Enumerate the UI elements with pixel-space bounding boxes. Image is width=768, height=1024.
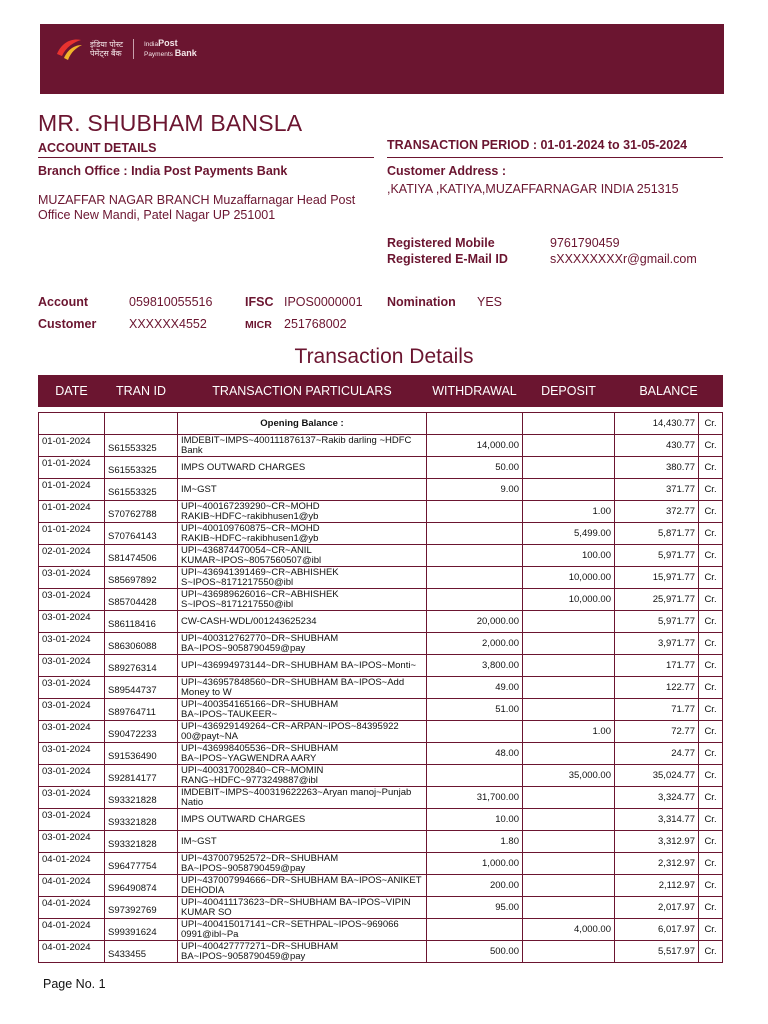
- logo-eng-payments: Payments: [143, 51, 173, 58]
- table-row: [39, 633, 723, 655]
- row-balance-type: Cr.: [699, 567, 723, 589]
- logo-english-text: [144, 39, 197, 59]
- row-balance: 25,971.77: [615, 589, 699, 611]
- row-balance-type: Cr.: [699, 897, 723, 919]
- page-number: Page No. 1: [43, 977, 106, 991]
- row-deposit: [523, 743, 615, 765]
- row-particulars: CW-CASH-WDL/001243625234: [178, 611, 427, 633]
- row-withdrawal: [427, 501, 523, 523]
- logo-divider: [133, 39, 134, 59]
- registered-mobile-label: Registered Mobile: [387, 236, 495, 250]
- row-balance: 5,871.77: [615, 523, 699, 545]
- row-tran-id: S96490874: [105, 875, 178, 897]
- transaction-period: TRANSACTION PERIOD : 01-01-2024 to 31-05-2024: [387, 138, 688, 152]
- account-label: Account: [38, 295, 88, 309]
- micr-code: 251768002: [284, 317, 347, 331]
- row-balance-type: Cr.: [699, 501, 723, 523]
- account-number: 059810055516: [129, 295, 213, 309]
- registered-mobile: 9761790459: [550, 236, 620, 250]
- header-balance: BALANCE: [615, 376, 723, 407]
- row-deposit: 1.00: [523, 501, 615, 523]
- row-date: 03-01-2024: [39, 765, 105, 787]
- row-tran-id: S433455: [105, 941, 178, 963]
- row-balance-type: Cr.: [699, 809, 723, 831]
- row-withdrawal: 51.00: [427, 699, 523, 721]
- table-row: [39, 677, 723, 699]
- row-balance-type: Cr.: [699, 545, 723, 567]
- row-deposit: [523, 853, 615, 875]
- row-date: 01-01-2024: [39, 523, 105, 545]
- divider-left: [38, 157, 374, 158]
- row-balance: 15,971.77: [615, 567, 699, 589]
- row-particulars: UPI~400411173623~DR~SHUBHAM BA~IPOS~VIPIN KUMAR SO: [178, 897, 427, 919]
- header-withdrawal: WITHDRAWAL: [427, 376, 523, 407]
- row-balance: 371.77: [615, 479, 699, 501]
- row-tran-id: S89276314: [105, 655, 178, 677]
- customer-label: Customer: [38, 317, 97, 331]
- row-deposit: [523, 699, 615, 721]
- row-balance-type: Cr.: [699, 457, 723, 479]
- row-tran-id: S85697892: [105, 567, 178, 589]
- row-withdrawal: [427, 567, 523, 589]
- row-date: 03-01-2024: [39, 743, 105, 765]
- opening-balance-value: 14,430.77: [615, 413, 699, 435]
- row-date: 01-01-2024: [39, 435, 105, 457]
- row-particulars: UPI~400415017141~CR~SETHPAL~IPOS~969066 0991@ibl~Pa: [178, 919, 427, 941]
- row-withdrawal: 2,000.00: [427, 633, 523, 655]
- row-tran-id: S91536490: [105, 743, 178, 765]
- table-row: [39, 831, 723, 853]
- row-deposit: [523, 611, 615, 633]
- row-balance: 3,971.77: [615, 633, 699, 655]
- row-withdrawal: [427, 523, 523, 545]
- row-deposit: [523, 457, 615, 479]
- row-date: 01-01-2024: [39, 501, 105, 523]
- logo-eng-india: India: [143, 41, 159, 48]
- row-balance-type: Cr.: [699, 919, 723, 941]
- row-balance-type: Cr.: [699, 611, 723, 633]
- row-withdrawal: [427, 589, 523, 611]
- ifsc-label: IFSC: [245, 295, 274, 309]
- opening-balance-row: [39, 413, 723, 435]
- row-tran-id: S89544737: [105, 677, 178, 699]
- row-particulars: UPI~436994973144~DR~SHUBHAM BA~IPOS~Monti~: [178, 655, 427, 677]
- row-particulars: UPI~436941391469~CR~ABHISHEK S~IPOS~8171217550@ibl: [178, 567, 427, 589]
- row-withdrawal: 20,000.00: [427, 611, 523, 633]
- row-date: 04-01-2024: [39, 919, 105, 941]
- row-balance: 5,971.77: [615, 545, 699, 567]
- row-date: 04-01-2024: [39, 897, 105, 919]
- branch-address: MUZAFFAR NAGAR BRANCH Muzaffarnagar Head Post Office New Mandi, Patel Nagar UP 251001: [38, 193, 356, 222]
- row-balance-type: Cr.: [699, 831, 723, 853]
- row-date: 03-01-2024: [39, 611, 105, 633]
- row-particulars: UPI~400167239290~CR~MOHD RAKIB~HDFC~rakibhusen1@yb: [178, 501, 427, 523]
- row-deposit: [523, 831, 615, 853]
- branch-office: Branch Office : India Post Payments Bank: [38, 164, 288, 178]
- customer-id: XXXXXX4552: [129, 317, 207, 331]
- row-balance-type: Cr.: [699, 853, 723, 875]
- row-balance: 171.77: [615, 655, 699, 677]
- row-particulars: IMPS OUTWARD CHARGES: [178, 457, 427, 479]
- row-deposit: [523, 633, 615, 655]
- logo-hindi-text: [90, 40, 123, 58]
- row-tran-id: S93321828: [105, 787, 178, 809]
- row-withdrawal: 1,000.00: [427, 853, 523, 875]
- row-tran-id: S61553325: [105, 479, 178, 501]
- row-balance-type: Cr.: [699, 677, 723, 699]
- table-row: [39, 611, 723, 633]
- row-withdrawal: 10.00: [427, 809, 523, 831]
- row-date: 03-01-2024: [39, 677, 105, 699]
- row-balance: 2,112.97: [615, 875, 699, 897]
- logo-eng-bank: Bank: [174, 48, 197, 58]
- row-withdrawal: 50.00: [427, 457, 523, 479]
- row-particulars: UPI~436929149264~CR~ARPAN~IPOS~84395922 00@payt~NA: [178, 721, 427, 743]
- row-deposit: [523, 941, 615, 963]
- row-tran-id: S93321828: [105, 809, 178, 831]
- row-deposit: 100.00: [523, 545, 615, 567]
- row-particulars: IMPS OUTWARD CHARGES: [178, 809, 427, 831]
- row-deposit: [523, 677, 615, 699]
- row-deposit: [523, 875, 615, 897]
- row-withdrawal: 200.00: [427, 875, 523, 897]
- row-tran-id: S90472233: [105, 721, 178, 743]
- row-balance-type: Cr.: [699, 589, 723, 611]
- row-withdrawal: 1.80: [427, 831, 523, 853]
- row-balance-type: Cr.: [699, 941, 723, 963]
- table-row: [39, 919, 723, 941]
- table-row: [39, 589, 723, 611]
- customer-address: ,KATIYA ,KATIYA,MUZAFFARNAGAR INDIA 251315: [387, 182, 679, 196]
- row-particulars: UPI~400427777271~DR~SHUBHAM BA~IPOS~9058790459@pay: [178, 941, 427, 963]
- table-row: [39, 479, 723, 501]
- table-row: [39, 655, 723, 677]
- customer-address-label: Customer Address :: [387, 164, 507, 178]
- row-balance: 5,517.97: [615, 941, 699, 963]
- row-particulars: UPI~400317002840~CR~MOMIN RANG~HDFC~9773249887@ibl: [178, 765, 427, 787]
- table-row: [39, 941, 723, 963]
- row-particulars: UPI~437007994666~DR~SHUBHAM BA~IPOS~ANIKET DEHODIA: [178, 875, 427, 897]
- row-balance-type: Cr.: [699, 479, 723, 501]
- account-details-heading: ACCOUNT DETAILS: [38, 141, 157, 155]
- row-withdrawal: 500.00: [427, 941, 523, 963]
- row-balance-type: Cr.: [699, 875, 723, 897]
- row-balance: 3,312.97: [615, 831, 699, 853]
- row-balance: 35,024.77: [615, 765, 699, 787]
- header-particulars: TRANSACTION PARTICULARS: [178, 376, 427, 407]
- transaction-table: [38, 375, 723, 963]
- table-row: [39, 897, 723, 919]
- header-tran-id: TRAN ID: [105, 376, 178, 407]
- row-tran-id: S92814177: [105, 765, 178, 787]
- divider-right: [387, 157, 723, 158]
- row-balance: 2,017.97: [615, 897, 699, 919]
- ifsc-code: IPOS0000001: [284, 295, 363, 309]
- table-row: [39, 567, 723, 589]
- row-date: 04-01-2024: [39, 941, 105, 963]
- row-deposit: [523, 435, 615, 457]
- registered-email-label: Registered E-Mail ID: [387, 252, 508, 266]
- row-deposit: 10,000.00: [523, 589, 615, 611]
- row-date: 03-01-2024: [39, 655, 105, 677]
- row-balance: 372.77: [615, 501, 699, 523]
- bank-logo: [54, 34, 197, 64]
- india-post-logo-icon: [54, 34, 84, 64]
- transaction-details-title: Transaction Details: [294, 345, 474, 368]
- row-balance: 380.77: [615, 457, 699, 479]
- row-date: 03-01-2024: [39, 831, 105, 853]
- row-withdrawal: [427, 919, 523, 941]
- row-deposit: 4,000.00: [523, 919, 615, 941]
- row-date: 02-01-2024: [39, 545, 105, 567]
- table-row: [39, 523, 723, 545]
- row-tran-id: S86118416: [105, 611, 178, 633]
- opening-balance-type: Cr.: [699, 413, 723, 435]
- row-particulars: UPI~437007952572~DR~SHUBHAM BA~IPOS~9058790459@pay: [178, 853, 427, 875]
- table-row: [39, 853, 723, 875]
- row-deposit: 5,499.00: [523, 523, 615, 545]
- row-tran-id: S97392769: [105, 897, 178, 919]
- micr-label: MICR: [245, 319, 272, 331]
- row-balance-type: Cr.: [699, 721, 723, 743]
- row-withdrawal: 49.00: [427, 677, 523, 699]
- row-deposit: 35,000.00: [523, 765, 615, 787]
- row-balance: 71.77: [615, 699, 699, 721]
- row-withdrawal: [427, 545, 523, 567]
- row-deposit: 10,000.00: [523, 567, 615, 589]
- row-deposit: [523, 479, 615, 501]
- table-row: [39, 743, 723, 765]
- table-row: [39, 545, 723, 567]
- row-balance-type: Cr.: [699, 435, 723, 457]
- registered-email: sXXXXXXXXr@gmail.com: [550, 252, 697, 266]
- row-tran-id: S70764143: [105, 523, 178, 545]
- row-particulars: UPI~436874470054~CR~ANIL KUMAR~IPOS~8057560507@ibl: [178, 545, 427, 567]
- row-balance: 430.77: [615, 435, 699, 457]
- row-balance: 72.77: [615, 721, 699, 743]
- row-balance: 122.77: [615, 677, 699, 699]
- row-particulars: IM~GST: [178, 831, 427, 853]
- row-balance-type: Cr.: [699, 633, 723, 655]
- row-deposit: 1.00: [523, 721, 615, 743]
- table-header-row: [39, 376, 723, 407]
- row-withdrawal: 48.00: [427, 743, 523, 765]
- row-balance: 3,314.77: [615, 809, 699, 831]
- row-date: 04-01-2024: [39, 875, 105, 897]
- row-balance-type: Cr.: [699, 787, 723, 809]
- opening-balance-label: Opening Balance :: [178, 413, 427, 435]
- row-particulars: IM~GST: [178, 479, 427, 501]
- row-withdrawal: 9.00: [427, 479, 523, 501]
- row-withdrawal: 31,700.00: [427, 787, 523, 809]
- row-balance-type: Cr.: [699, 699, 723, 721]
- row-particulars: UPI~436989626016~CR~ABHISHEK S~IPOS~8171217550@ibl: [178, 589, 427, 611]
- table-row: [39, 435, 723, 457]
- row-balance-type: Cr.: [699, 655, 723, 677]
- row-date: 03-01-2024: [39, 567, 105, 589]
- row-tran-id: S70762788: [105, 501, 178, 523]
- header-date: DATE: [39, 376, 105, 407]
- row-particulars: UPI~436998405536~DR~SHUBHAM BA~IPOS~YAGWENDRA AARY: [178, 743, 427, 765]
- row-particulars: UPI~400109760875~CR~MOHD RAKIB~HDFC~rakibhusen1@yb: [178, 523, 427, 545]
- table-row: [39, 787, 723, 809]
- table-row: [39, 457, 723, 479]
- row-deposit: [523, 655, 615, 677]
- row-tran-id: S99391624: [105, 919, 178, 941]
- row-balance: 5,971.77: [615, 611, 699, 633]
- nomination-value: YES: [477, 295, 503, 309]
- row-balance: 6,017.97: [615, 919, 699, 941]
- header-deposit: DEPOSIT: [523, 376, 615, 407]
- row-date: 03-01-2024: [39, 787, 105, 809]
- row-particulars: UPI~400312762770~DR~SHUBHAM BA~IPOS~9058790459@pay: [178, 633, 427, 655]
- row-deposit: [523, 809, 615, 831]
- row-withdrawal: 3,800.00: [427, 655, 523, 677]
- row-date: 03-01-2024: [39, 589, 105, 611]
- row-tran-id: S89764711: [105, 699, 178, 721]
- table-row: [39, 721, 723, 743]
- row-tran-id: S85704428: [105, 589, 178, 611]
- row-balance: 24.77: [615, 743, 699, 765]
- row-particulars: IMDEBIT~IMPS~400319622263~Aryan manoj~Punjab Natio: [178, 787, 427, 809]
- row-withdrawal: [427, 721, 523, 743]
- logo-eng-post: Post: [158, 38, 178, 48]
- logo-hindi-line-1: इंडिया पोस्ट: [90, 40, 123, 49]
- table-row: [39, 699, 723, 721]
- row-withdrawal: [427, 765, 523, 787]
- row-balance: 2,312.97: [615, 853, 699, 875]
- nomination-label: Nomination: [387, 295, 456, 309]
- row-deposit: [523, 787, 615, 809]
- row-balance-type: Cr.: [699, 765, 723, 787]
- row-tran-id: S81474506: [105, 545, 178, 567]
- row-balance-type: Cr.: [699, 523, 723, 545]
- row-balance-type: Cr.: [699, 743, 723, 765]
- logo-hindi-line-2: पेमेंट्स बैंक: [90, 49, 122, 58]
- row-balance: 3,324.77: [615, 787, 699, 809]
- row-tran-id: S86306088: [105, 633, 178, 655]
- row-date: 03-01-2024: [39, 699, 105, 721]
- row-withdrawal: 95.00: [427, 897, 523, 919]
- row-date: 01-01-2024: [39, 457, 105, 479]
- table-row: [39, 809, 723, 831]
- row-withdrawal: 14,000.00: [427, 435, 523, 457]
- table-row: [39, 875, 723, 897]
- table-row: [39, 501, 723, 523]
- row-tran-id: S96477754: [105, 853, 178, 875]
- table-row: [39, 765, 723, 787]
- row-deposit: [523, 897, 615, 919]
- row-particulars: IMDEBIT~IMPS~400111876137~Rakib darling ~HDFC Bank: [178, 435, 427, 457]
- row-particulars: UPI~436957848560~DR~SHUBHAM BA~IPOS~Add Money to W: [178, 677, 427, 699]
- row-tran-id: S93321828: [105, 831, 178, 853]
- row-date: 04-01-2024: [39, 853, 105, 875]
- row-date: 01-01-2024: [39, 479, 105, 501]
- row-particulars: UPI~400354165166~DR~SHUBHAM BA~IPOS~TAUKEER~: [178, 699, 427, 721]
- row-tran-id: S61553325: [105, 457, 178, 479]
- row-date: 03-01-2024: [39, 721, 105, 743]
- row-date: 03-01-2024: [39, 633, 105, 655]
- row-tran-id: S61553325: [105, 435, 178, 457]
- customer-name: MR. SHUBHAM BANSLA: [38, 110, 303, 136]
- row-date: 03-01-2024: [39, 809, 105, 831]
